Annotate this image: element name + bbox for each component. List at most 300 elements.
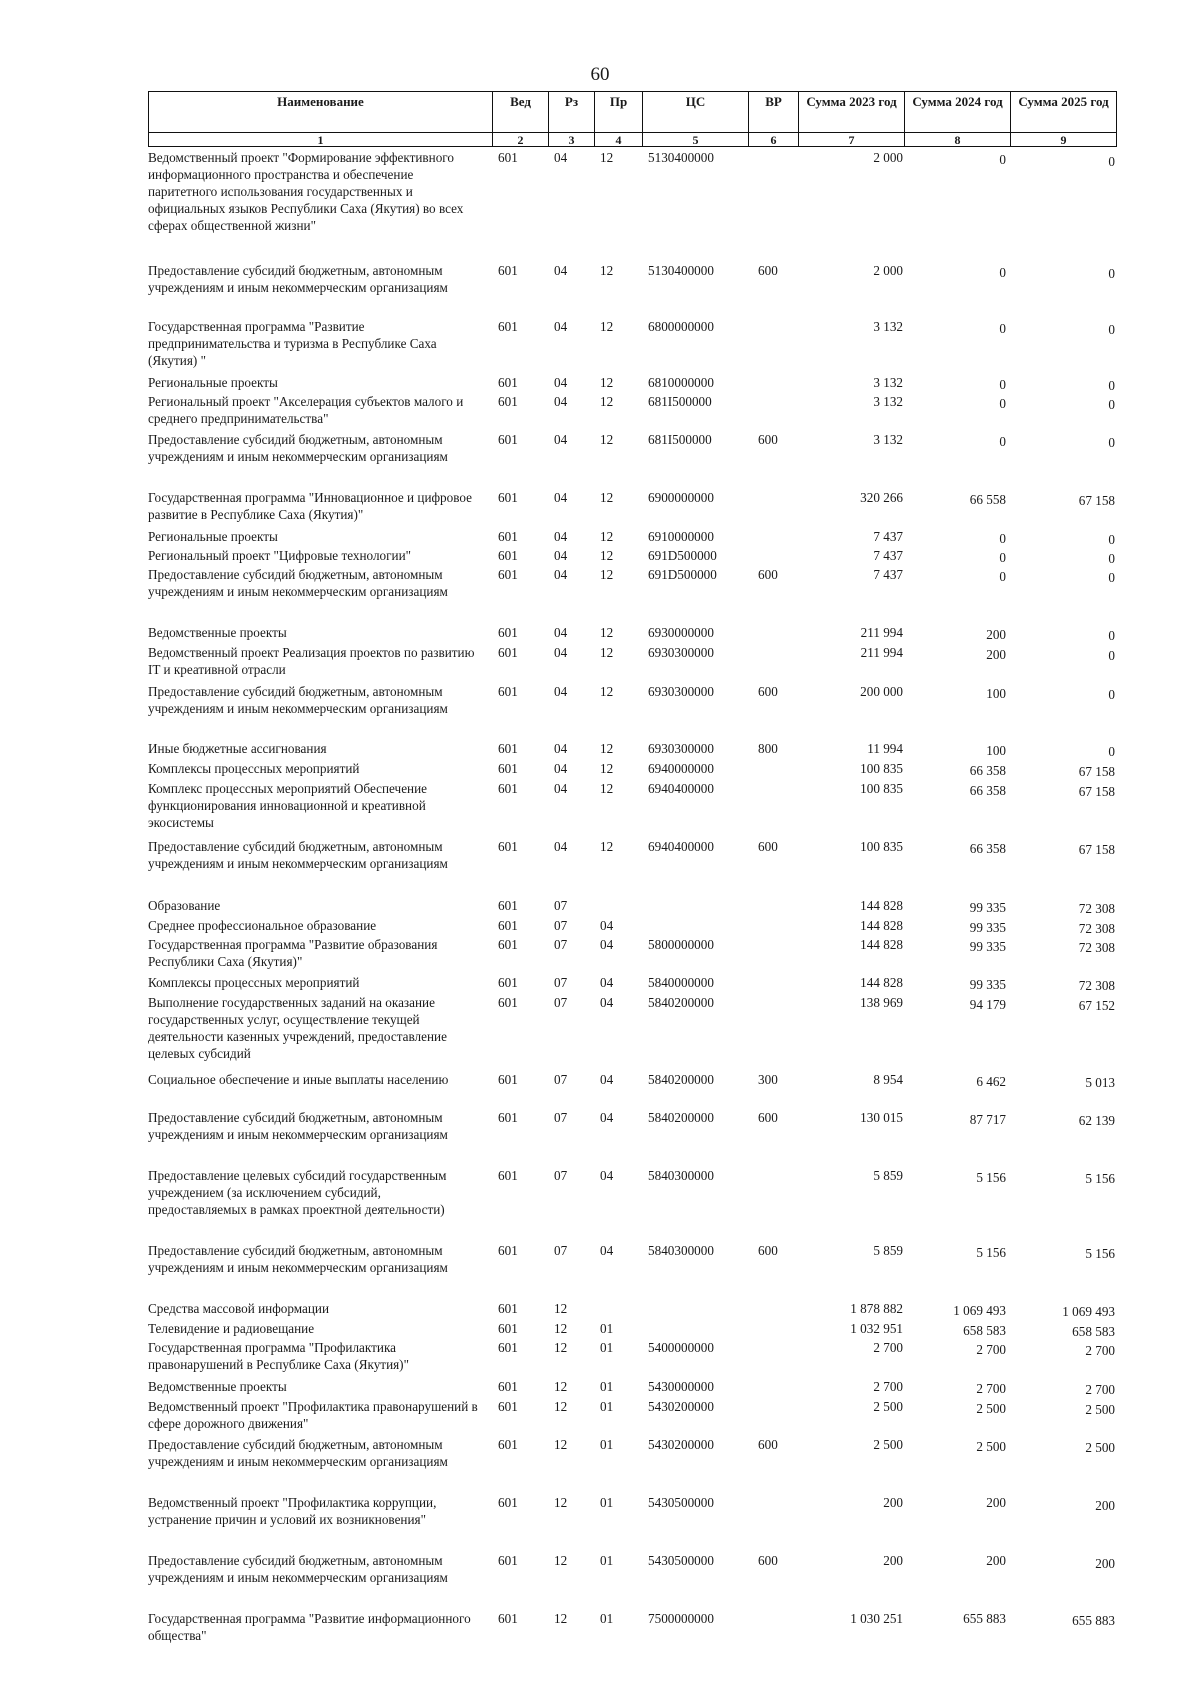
row-sum-2025: 0 (1108, 570, 1115, 585)
row-sum-2023: 100 835 (860, 761, 903, 776)
row-sum-2023: 100 835 (860, 781, 903, 796)
row-rz: 12 (554, 1340, 568, 1355)
row-rz: 04 (554, 150, 568, 165)
row-pr: 12 (600, 645, 614, 660)
row-sum-2024: 94 179 (969, 997, 1006, 1012)
row-sum-2025: 0 (1108, 435, 1115, 450)
row-ved: 601 (498, 684, 518, 699)
row-rz: 07 (554, 1110, 568, 1125)
row-name: Телевидение и радиовещание (148, 1321, 315, 1336)
row-sum-2024: 5 156 (976, 1245, 1006, 1260)
column-number: 3 (549, 132, 595, 146)
row-ved: 601 (498, 1399, 518, 1414)
row-vr: 300 (758, 1072, 778, 1087)
column-number: 6 (749, 132, 799, 146)
header-sum-2025: Сумма 2025 год (1011, 92, 1117, 133)
row-ved: 601 (498, 839, 518, 854)
row-cs: 6940000000 (648, 761, 714, 776)
row-pr: 12 (600, 432, 614, 447)
row-pr: 04 (600, 995, 614, 1010)
row-cs: 5840200000 (648, 1110, 714, 1125)
row-sum-2025: 72 308 (1078, 901, 1115, 916)
column-number: 2 (493, 132, 549, 146)
row-sum-2025: 655 883 (1072, 1613, 1115, 1628)
column-number: 8 (905, 132, 1011, 146)
row-sum-2023: 130 015 (860, 1110, 903, 1125)
table-row (0, 1436, 1200, 1469)
row-name: Образование (148, 898, 221, 913)
row-name: Предоставление субсидий бюджетным, автономным учреждениям и иным некоммерческим организациям (148, 1437, 448, 1469)
row-rz: 04 (554, 394, 568, 409)
row-rz: 04 (554, 529, 568, 544)
row-sum-2024: 0 (999, 434, 1006, 449)
header-sum-2024: Сумма 2024 год (905, 92, 1011, 133)
table-row (0, 1320, 1200, 1340)
row-vr: 800 (758, 741, 778, 756)
table-row (0, 149, 1200, 233)
table-row (0, 624, 1200, 644)
row-sum-2025: 0 (1108, 322, 1115, 337)
table-row (0, 1610, 1200, 1643)
table-row (0, 683, 1200, 716)
row-name: Предоставление субсидий бюджетным, автономным учреждениям и иным некоммерческим организациям (148, 432, 448, 464)
row-name: Комплексы процессных мероприятий (148, 975, 360, 990)
header-name: Наименование (149, 92, 493, 133)
row-sum-2024: 0 (999, 396, 1006, 411)
row-ved: 601 (498, 937, 518, 952)
row-sum-2023: 1 032 951 (850, 1321, 903, 1336)
table-row (0, 1109, 1200, 1142)
row-cs: 5840200000 (648, 1072, 714, 1087)
column-number: 4 (595, 132, 643, 146)
table-row (0, 1339, 1200, 1372)
row-pr: 12 (600, 529, 614, 544)
row-sum-2025: 67 158 (1078, 784, 1115, 799)
row-sum-2025: 200 (1095, 1498, 1115, 1513)
row-sum-2023: 2 500 (873, 1437, 903, 1452)
row-rz: 12 (554, 1437, 568, 1452)
row-rz: 04 (554, 645, 568, 660)
table-row (0, 917, 1200, 937)
row-sum-2023: 8 954 (873, 1072, 903, 1087)
row-rz: 04 (554, 741, 568, 756)
row-sum-2025: 0 (1108, 744, 1115, 759)
row-sum-2025: 62 139 (1078, 1113, 1115, 1128)
row-pr: 12 (600, 625, 614, 640)
row-cs: 5430200000 (648, 1437, 714, 1452)
row-sum-2024: 200 (986, 627, 1006, 642)
row-sum-2023: 144 828 (860, 975, 903, 990)
row-sum-2023: 320 266 (860, 490, 903, 505)
row-sum-2023: 3 132 (873, 319, 903, 334)
row-vr: 600 (758, 1437, 778, 1452)
row-vr: 600 (758, 1110, 778, 1125)
table-row (0, 566, 1200, 599)
row-ved: 601 (498, 1321, 518, 1336)
row-sum-2023: 211 994 (860, 625, 903, 640)
page-number: 60 (590, 64, 610, 85)
row-ved: 601 (498, 1495, 518, 1510)
row-sum-2023: 5 859 (873, 1243, 903, 1258)
row-ved: 601 (498, 1168, 518, 1183)
row-ved: 601 (498, 741, 518, 756)
row-ved: 601 (498, 394, 518, 409)
row-sum-2024: 100 (986, 743, 1006, 758)
row-rz: 12 (554, 1553, 568, 1568)
row-pr: 04 (600, 975, 614, 990)
header-ved: Вед (493, 92, 549, 133)
row-sum-2023: 138 969 (860, 995, 903, 1010)
row-cs: 6940400000 (648, 839, 714, 854)
table-row (0, 780, 1200, 830)
row-pr: 12 (600, 319, 614, 334)
row-sum-2025: 1 069 493 (1062, 1304, 1115, 1319)
table-row (0, 262, 1200, 295)
row-pr: 01 (600, 1399, 614, 1414)
row-sum-2025: 67 158 (1078, 493, 1115, 508)
row-ved: 601 (498, 375, 518, 390)
row-cs: 5840000000 (648, 975, 714, 990)
row-sum-2024: 2 500 (976, 1401, 1006, 1416)
row-sum-2023: 5 859 (873, 1168, 903, 1183)
row-ved: 601 (498, 529, 518, 544)
row-sum-2023: 7 437 (873, 529, 903, 544)
row-ved: 601 (498, 898, 518, 913)
row-sum-2024: 200 (986, 1495, 1006, 1510)
row-pr: 04 (600, 1072, 614, 1087)
header-rz: Рз (549, 92, 595, 133)
row-cs: 5430000000 (648, 1379, 714, 1394)
row-sum-2023: 3 132 (873, 432, 903, 447)
row-cs: 5430200000 (648, 1399, 714, 1414)
row-sum-2024: 1 069 493 (953, 1303, 1006, 1318)
row-ved: 601 (498, 918, 518, 933)
row-pr: 04 (600, 1243, 614, 1258)
row-rz: 07 (554, 1168, 568, 1183)
row-vr: 600 (758, 1243, 778, 1258)
row-rz: 04 (554, 839, 568, 854)
row-pr: 12 (600, 781, 614, 796)
table-row (0, 1494, 1200, 1527)
table-row (0, 838, 1200, 871)
row-sum-2025: 0 (1108, 648, 1115, 663)
row-sum-2023: 1 030 251 (850, 1611, 903, 1626)
row-cs: 7500000000 (648, 1611, 714, 1626)
row-sum-2024: 200 (986, 647, 1006, 662)
table-row (0, 994, 1200, 1061)
row-vr: 600 (758, 432, 778, 447)
row-rz: 12 (554, 1611, 568, 1626)
row-name: Региональный проект "Акселерация субъектов малого и среднего предпринимательства" (148, 394, 464, 426)
row-rz: 04 (554, 625, 568, 640)
row-name: Предоставление субсидий бюджетным, автономным учреждениям и иным некоммерческим организациям (148, 684, 448, 716)
row-rz: 12 (554, 1301, 568, 1316)
row-ved: 601 (498, 1340, 518, 1355)
row-sum-2024: 99 335 (969, 920, 1006, 935)
row-sum-2025: 0 (1108, 266, 1115, 281)
row-rz: 12 (554, 1495, 568, 1510)
row-ved: 601 (498, 263, 518, 278)
row-cs: 5430500000 (648, 1495, 714, 1510)
row-rz: 07 (554, 975, 568, 990)
row-cs: 6930300000 (648, 741, 714, 756)
row-pr: 12 (600, 761, 614, 776)
row-ved: 601 (498, 150, 518, 165)
row-pr: 01 (600, 1321, 614, 1336)
row-rz: 04 (554, 263, 568, 278)
row-pr: 12 (600, 263, 614, 278)
row-pr: 01 (600, 1553, 614, 1568)
row-sum-2025: 2 500 (1085, 1402, 1115, 1417)
row-sum-2024: 100 (986, 686, 1006, 701)
row-rz: 07 (554, 937, 568, 952)
row-ved: 601 (498, 432, 518, 447)
row-name: Социальное обеспечение и иные выплаты населению (148, 1072, 449, 1087)
row-sum-2025: 2 700 (1085, 1343, 1115, 1358)
row-name: Выполнение государственных заданий на оказание государственных услуг, осуществление текущей деятельности казенных учреждений, предоставление целевых субсидий (148, 995, 447, 1061)
table-row (0, 528, 1200, 548)
row-name: Ведомственный проект "Профилактика правонарушений в сфере дорожного движения" (148, 1399, 478, 1431)
row-cs: 5840300000 (648, 1168, 714, 1183)
row-cs: 691D500000 (648, 548, 717, 563)
row-sum-2023: 2 500 (873, 1399, 903, 1414)
row-name: Предоставление субсидий бюджетным, автономным учреждениям и иным некоммерческим организациям (148, 1553, 448, 1585)
row-name: Государственная программа "Развитие предпринимательства и туризма в Республике Саха (Якутия) " (148, 319, 437, 368)
row-ved: 601 (498, 995, 518, 1010)
row-cs: 5800000000 (648, 937, 714, 952)
row-cs: 5130400000 (648, 150, 714, 165)
row-pr: 12 (600, 548, 614, 563)
row-cs: 6940400000 (648, 781, 714, 796)
row-ved: 601 (498, 975, 518, 990)
row-pr: 01 (600, 1379, 614, 1394)
row-name: Государственная программа "Инновационное и цифровое развитие в Республике Саха (Якутия)" (148, 490, 472, 522)
row-rz: 04 (554, 319, 568, 334)
row-cs: 681I500000 (648, 394, 712, 409)
row-sum-2024: 66 358 (969, 841, 1006, 856)
row-ved: 601 (498, 567, 518, 582)
row-pr: 12 (600, 839, 614, 854)
row-name: Среднее профессиональное образование (148, 918, 377, 933)
row-pr: 04 (600, 918, 614, 933)
row-cs: 6900000000 (648, 490, 714, 505)
row-sum-2025: 5 156 (1085, 1246, 1115, 1261)
row-ved: 601 (498, 781, 518, 796)
row-cs: 691D500000 (648, 567, 717, 582)
row-rz: 04 (554, 761, 568, 776)
table-row (0, 1242, 1200, 1275)
row-sum-2025: 0 (1108, 154, 1115, 169)
column-number: 7 (799, 132, 905, 146)
table-row (0, 431, 1200, 464)
row-sum-2025: 200 (1095, 1556, 1115, 1571)
row-ved: 601 (498, 625, 518, 640)
row-pr: 12 (600, 490, 614, 505)
table-row (0, 760, 1200, 780)
row-pr: 12 (600, 150, 614, 165)
row-name: Государственная программа "Развитие информационного общества" (148, 1611, 471, 1643)
row-sum-2025: 0 (1108, 378, 1115, 393)
row-pr: 01 (600, 1340, 614, 1355)
row-cs: 5430500000 (648, 1553, 714, 1568)
row-sum-2024: 658 583 (963, 1323, 1006, 1338)
row-sum-2025: 2 700 (1085, 1382, 1115, 1397)
row-sum-2023: 7 437 (873, 548, 903, 563)
row-sum-2023: 144 828 (860, 898, 903, 913)
row-cs: 6930300000 (648, 645, 714, 660)
row-sum-2025: 67 158 (1078, 764, 1115, 779)
row-rz: 07 (554, 898, 568, 913)
row-rz: 04 (554, 548, 568, 563)
row-vr: 600 (758, 263, 778, 278)
row-name: Ведомственный проект Реализация проектов по развитию IT и креативной отрасли (148, 645, 475, 677)
row-sum-2024: 0 (999, 265, 1006, 280)
row-sum-2023: 2 000 (873, 150, 903, 165)
row-rz: 04 (554, 567, 568, 582)
row-sum-2023: 211 994 (860, 645, 903, 660)
table-row (0, 644, 1200, 677)
table-row (0, 936, 1200, 969)
row-pr: 04 (600, 1168, 614, 1183)
row-cs: 5840300000 (648, 1243, 714, 1258)
row-rz: 04 (554, 490, 568, 505)
budget-table-header (148, 91, 1117, 147)
row-sum-2025: 5 156 (1085, 1171, 1115, 1186)
row-rz: 07 (554, 1243, 568, 1258)
row-sum-2025: 2 500 (1085, 1440, 1115, 1455)
table-row (0, 547, 1200, 567)
table-row (0, 1071, 1200, 1091)
row-sum-2023: 2 700 (873, 1379, 903, 1394)
row-sum-2024: 0 (999, 531, 1006, 546)
row-pr: 12 (600, 394, 614, 409)
row-rz: 04 (554, 432, 568, 447)
row-sum-2023: 1 878 882 (850, 1301, 903, 1316)
row-sum-2025: 67 158 (1078, 842, 1115, 857)
row-sum-2023: 2 700 (873, 1340, 903, 1355)
row-name: Предоставление субсидий бюджетным, автономным учреждениям и иным некоммерческим организациям (148, 567, 448, 599)
row-name: Комплекс процессных мероприятий Обеспечение функционирования инновационной и креативной экосистемы (148, 781, 428, 830)
row-sum-2024: 99 335 (969, 977, 1006, 992)
table-row (0, 897, 1200, 917)
row-sum-2023: 200 (883, 1553, 903, 1568)
row-sum-2025: 0 (1108, 397, 1115, 412)
row-sum-2024: 66 358 (969, 763, 1006, 778)
row-sum-2024: 0 (999, 377, 1006, 392)
row-sum-2024: 200 (986, 1553, 1006, 1568)
row-sum-2025: 72 308 (1078, 940, 1115, 955)
table-row (0, 740, 1200, 760)
row-sum-2024: 66 558 (969, 492, 1006, 507)
row-name: Региональный проект "Цифровые технологии" (148, 548, 412, 563)
row-sum-2025: 0 (1108, 532, 1115, 547)
row-rz: 12 (554, 1399, 568, 1414)
row-sum-2024: 0 (999, 152, 1006, 167)
row-pr: 12 (600, 375, 614, 390)
row-vr: 600 (758, 839, 778, 854)
row-pr: 04 (600, 1110, 614, 1125)
row-cs: 5840200000 (648, 995, 714, 1010)
header-pr: Пр (595, 92, 643, 133)
table-row (0, 1378, 1200, 1398)
row-sum-2023: 144 828 (860, 937, 903, 952)
row-sum-2024: 2 700 (976, 1381, 1006, 1396)
row-ved: 601 (498, 1553, 518, 1568)
row-rz: 12 (554, 1379, 568, 1394)
row-sum-2024: 0 (999, 321, 1006, 336)
row-ved: 601 (498, 761, 518, 776)
row-name: Комплексы процессных мероприятий (148, 761, 360, 776)
row-name: Предоставление целевых субсидий государственным учреждением (за исключением субсидий, предоставляемых в рамках проектной деятельности) (148, 1168, 447, 1217)
row-sum-2023: 7 437 (873, 567, 903, 582)
row-rz: 07 (554, 1072, 568, 1087)
row-sum-2024: 99 335 (969, 939, 1006, 954)
header-vr: ВР (749, 92, 799, 133)
column-number: 1 (149, 132, 493, 146)
row-rz: 04 (554, 684, 568, 699)
row-ved: 601 (498, 548, 518, 563)
row-sum-2023: 200 (883, 1495, 903, 1510)
row-sum-2025: 0 (1108, 628, 1115, 643)
row-vr: 600 (758, 567, 778, 582)
row-sum-2024: 5 156 (976, 1170, 1006, 1185)
row-sum-2023: 2 000 (873, 263, 903, 278)
row-name: Региональные проекты (148, 375, 278, 390)
row-cs: 5400000000 (648, 1340, 714, 1355)
row-pr: 12 (600, 741, 614, 756)
row-sum-2024: 6 462 (976, 1074, 1006, 1089)
row-pr: 01 (600, 1437, 614, 1452)
row-cs: 6930300000 (648, 684, 714, 699)
row-sum-2025: 72 308 (1078, 978, 1115, 993)
table-row (0, 1300, 1200, 1320)
row-sum-2023: 11 994 (867, 741, 903, 756)
row-pr: 12 (600, 684, 614, 699)
row-ved: 601 (498, 1243, 518, 1258)
row-rz: 04 (554, 781, 568, 796)
row-rz: 07 (554, 995, 568, 1010)
row-sum-2025: 0 (1108, 551, 1115, 566)
row-sum-2023: 3 132 (873, 394, 903, 409)
row-ved: 601 (498, 1379, 518, 1394)
row-sum-2023: 144 828 (860, 918, 903, 933)
row-vr: 600 (758, 1553, 778, 1568)
row-rz: 12 (554, 1321, 568, 1336)
row-ved: 601 (498, 1301, 518, 1316)
row-name: Предоставление субсидий бюджетным, автономным учреждениям и иным некоммерческим организациям (148, 1110, 448, 1142)
row-sum-2025: 658 583 (1072, 1324, 1115, 1339)
row-name: Региональные проекты (148, 529, 278, 544)
row-ved: 601 (498, 1611, 518, 1626)
row-rz: 07 (554, 918, 568, 933)
row-pr: 01 (600, 1495, 614, 1510)
row-ved: 601 (498, 645, 518, 660)
row-pr: 04 (600, 937, 614, 952)
table-row (0, 974, 1200, 994)
row-sum-2023: 100 835 (860, 839, 903, 854)
row-sum-2024: 2 500 (976, 1439, 1006, 1454)
row-name: Ведомственные проекты (148, 1379, 287, 1394)
row-pr: 01 (600, 1611, 614, 1626)
row-sum-2023: 200 000 (860, 684, 903, 699)
row-sum-2025: 0 (1108, 687, 1115, 702)
row-name: Ведомственный проект "Профилактика коррупции, устранение причин и условий их возникновения" (148, 1495, 437, 1527)
row-sum-2025: 72 308 (1078, 921, 1115, 936)
row-cs: 6910000000 (648, 529, 714, 544)
table-row (0, 1552, 1200, 1585)
row-name: Иные бюджетные ассигнования (148, 741, 327, 756)
table-row (0, 374, 1200, 394)
